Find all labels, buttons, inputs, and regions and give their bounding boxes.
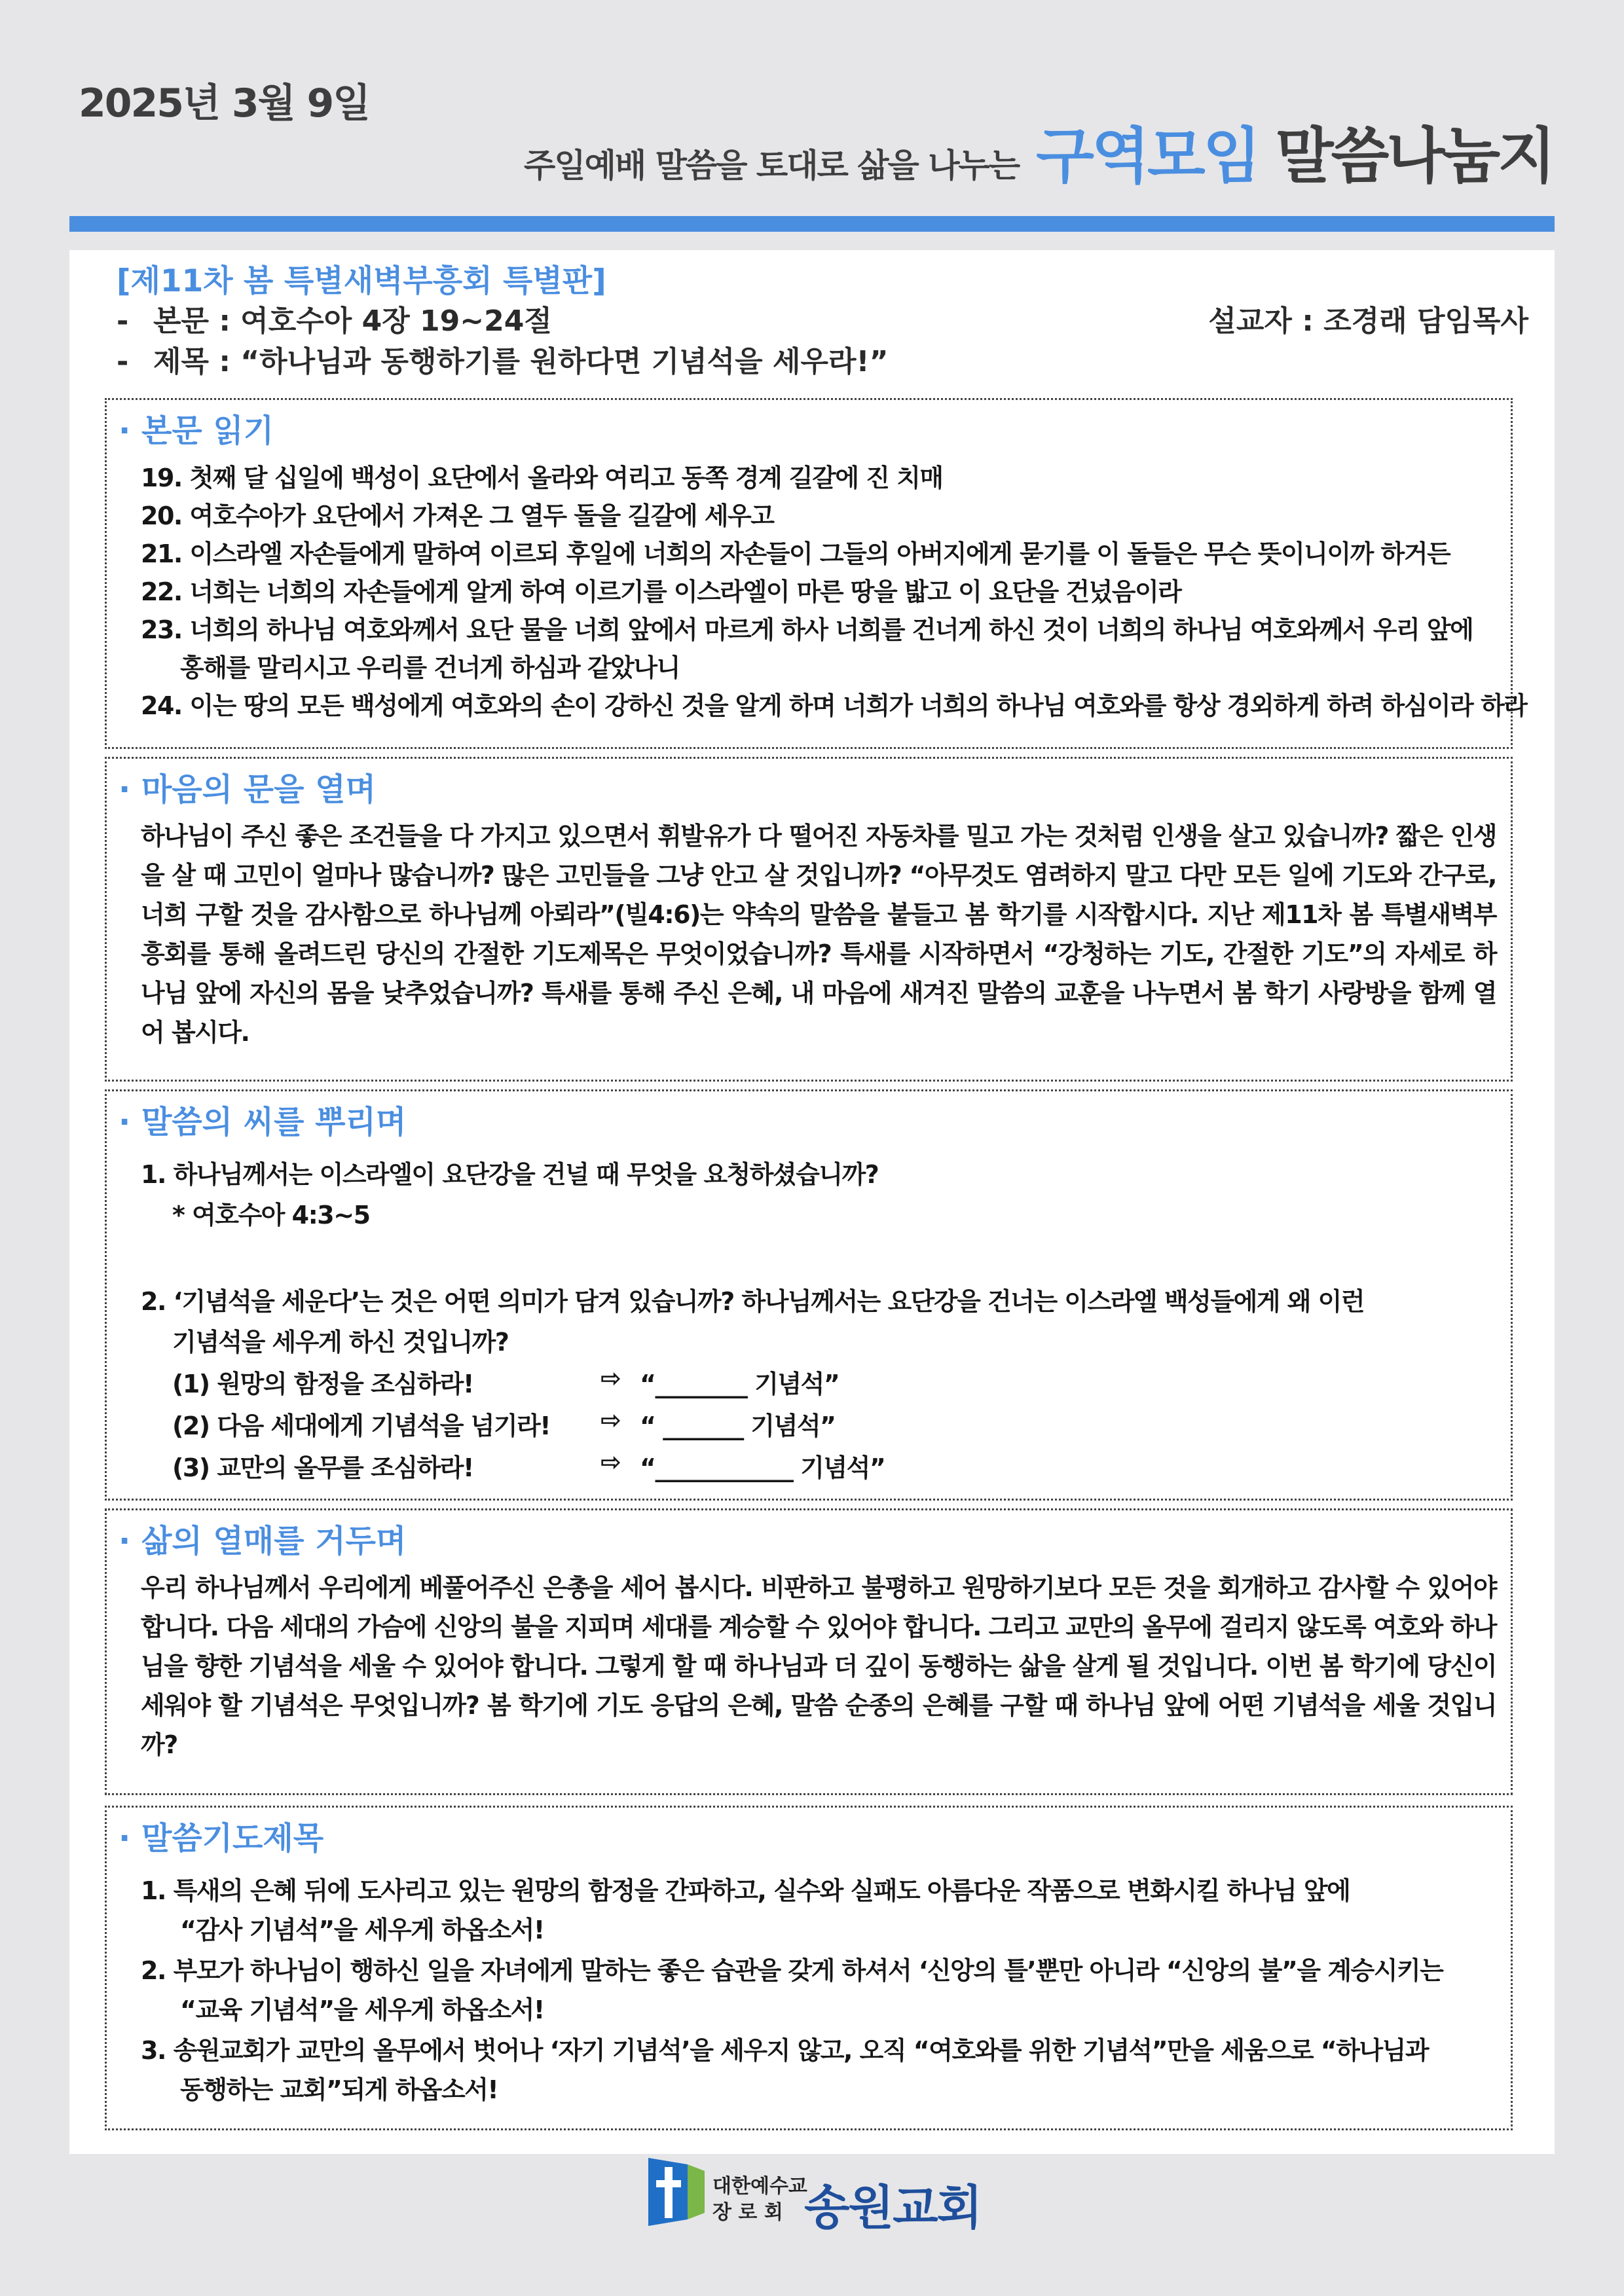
sermon-title-line xyxy=(117,338,889,380)
verse-20: 20. 여호수아가 요단에서 가져온 그 열두 돌을 길갈에 세우고 xyxy=(141,501,774,530)
section-prayer xyxy=(105,1806,1513,2130)
section-title: · 마음의 문을 열며 xyxy=(119,771,376,808)
question-1-reference: * 여호수아 4:3~5 xyxy=(172,1201,370,1230)
section-title: · 말씀기도제목 xyxy=(119,1820,324,1857)
verse-22: 22. 너희는 너희의 자손들에게 알게 하여 이르기를 이스라엘이 마른 땅을 밟고 이 요단을 건넜음이라 xyxy=(141,577,1181,606)
verse-23: 23. 너희의 하나님 여호와께서 요단 물을 너희 앞에서 마르게 하사 너희를 건너게 하신 것이 너희의 하나님 여호와께서 우리 앞에 xyxy=(141,615,1473,644)
section-word-seed xyxy=(105,1089,1513,1501)
section-title: · 삶의 열매를 거두며 xyxy=(119,1523,407,1559)
dash-bullet: - xyxy=(117,304,129,338)
prayer-2-cont: “교육 기념석”을 세우게 하옵소서! xyxy=(180,1995,544,2024)
question-2: 2. ‘기념석을 세운다’는 것은 어떤 의미가 담겨 있습니까? 하나님께서는 요단강을 건너는 이스라엘 백성들에게 왜 이런 xyxy=(141,1287,1365,1316)
verse-21: 21. 이스라엘 자손들에게 말하여 이르되 후일에 너희의 자손들이 그들의 아버지에게 묻기를 이 돌들은 무슨 뜻이니이까 하거든 xyxy=(141,539,1450,568)
answer-item-label: (1) 원망의 함정을 조심하라! xyxy=(172,1370,473,1398)
church-name: 송원교회 xyxy=(804,2180,982,2235)
header-title xyxy=(524,108,1553,194)
dash-bullet: - xyxy=(117,345,129,378)
arrow-icon: ⇨ xyxy=(600,1406,621,1434)
answer-blank: “ _______ 기념석” xyxy=(640,1412,836,1440)
header-subtitle: 주일예배 말씀을 토대로 삶을 나누는 xyxy=(523,147,1020,185)
prayer-1: 1. 특새의 은혜 뒤에 도사리고 있는 원망의 함정을 간파하고, 실수와 실패도 아름다운 작품으로 변화시킬 하나님 앞에 xyxy=(141,1876,1350,1905)
sermon-title: 제목 : “하나님과 동행하기를 원하다면 기념석을 세우라!” xyxy=(153,345,889,378)
passage-line xyxy=(117,297,552,339)
title-main: 말씀나눔지 xyxy=(1275,121,1553,191)
answer-blank: “________ 기념석” xyxy=(640,1370,840,1398)
section-open-heart xyxy=(105,757,1513,1082)
sheet xyxy=(69,250,1555,2154)
question-1: 1. 하나님께서는 이스라엘이 요단강을 건널 때 무엇을 요청하셨습니까? xyxy=(141,1160,879,1189)
section-title: · 말씀의 씨를 뿌리며 xyxy=(119,1104,407,1140)
section-title: · 본문 읽기 xyxy=(119,412,274,449)
cross-icon xyxy=(648,2158,705,2226)
section-life-fruit xyxy=(105,1508,1513,1795)
preacher: 설교자 : 조경래 담임목사 xyxy=(1208,304,1528,338)
arrow-icon: ⇨ xyxy=(600,1448,621,1476)
header-rule xyxy=(69,216,1555,232)
verse-24: 24. 이는 땅의 모든 백성에게 여호와의 손이 강하신 것을 알게 하며 너희가 너희의 하나님 여호와를 항상 경외하게 하려 하심이라 하라 xyxy=(141,691,1527,720)
arrow-icon: ⇨ xyxy=(600,1364,621,1393)
denomination-bottom: 장 로 회 xyxy=(712,2201,783,2224)
question-2-cont: 기념석을 세우게 하신 것입니까? xyxy=(172,1328,509,1357)
edition-label: [제11차 봄 특별새벽부흥회 특별판] xyxy=(117,263,606,299)
title-accent: 구역모임 xyxy=(1036,121,1259,191)
answer-item-label: (2) 다음 세대에게 기념석을 넘기라! xyxy=(172,1412,551,1440)
date: 2025년 3월 9일 xyxy=(79,81,370,126)
life-fruit-text: 우리 하나님께서 우리에게 베풀어주신 은총을 세어 봅시다. 비판하고 불평하고 원망하기보다 모든 것을 회개하고 감사할 수 있어야 합니다. 다음 세대의 가슴에 신앙의 불을 지피며 세대를 계승할 수 있어야 합니다. 그리고 교만의 올무에 걸리지 않도록 여호와 하나님을 향한 기념석을 세울 수 있어야 합니다. 그렇게 할 때 하나님과 더 깊이 동행하는 삶을 살게 될 것입니다. 이번 봄 학기에 당신이 세워야 할 기념석은 무엇입니까? 봄 학기에 기도 응답의 은혜, 말씀 순종의 은혜를 구할 때 하나님 앞에 어떤 기념석을 세울 것입니까? xyxy=(141,1573,1496,1759)
open-heart-text: 하나님이 주신 좋은 조건들을 다 가지고 있으면서 휘발유가 다 떨어진 자동차를 밀고 가는 것처럼 인생을 살고 있습니까? 짧은 인생을 살 때 고민이 얼마나 많습니까? 많은 고민들을 그냥 안고 살 것입니까? “아무것도 염려하지 말고 다만 모든 일에 기도와 간구로, 너희 구할 것을 감사함으로 하나님께 아뢰라”(빌4:6)는 약속의 말씀을 붙들고 봄 학기를 시작합시다. 지난 제11차 봄 특별새벽부흥회를 통해 올려드린 당신의 간절한 기도제목은 무엇이었습니까? 특새를 시작하면서 “강청하는 기도, 간절한 기도”의 자세로 하나님 앞에 자신의 몸을 낮추었습니까? 특새를 통해 주신 은혜, 내 마음에 새겨진 말씀의 교훈을 나누면서 봄 학기 사랑방을 함께 열어 봅시다. xyxy=(141,822,1496,1047)
prayer-2: 2. 부모가 하나님이 행하신 일을 자녀에게 말하는 좋은 습관을 갖게 하셔서 ‘신앙의 틀’뿐만 아니라 “신앙의 불”을 계승시키는 xyxy=(141,1956,1443,1985)
verse-23-cont: 홍해를 말리시고 우리를 건너게 하심과 같았나니 xyxy=(180,653,680,682)
passage: 본문 : 여호수아 4장 19~24절 xyxy=(153,304,552,338)
answer-item-label: (3) 교만의 올무를 조심하라! xyxy=(172,1453,473,1482)
section-reading xyxy=(105,398,1527,749)
verse-19: 19. 첫째 달 십일에 백성이 요단에서 올라와 여리고 동쪽 경계 길갈에 진 치매 xyxy=(141,464,943,492)
denomination-top: 대한예수교 xyxy=(712,2175,807,2198)
church-logo xyxy=(648,2158,989,2235)
prayer-3: 3. 송원교회가 교만의 올무에서 벗어나 ‘자기 기념석’을 세우지 않고, 오직 “여호와를 위한 기념석”만을 세움으로 “하나님과 xyxy=(141,2036,1429,2065)
prayer-1-cont: “감사 기념석”을 세우게 하옵소서! xyxy=(180,1916,544,1944)
prayer-3-cont: 동행하는 교회”되게 하옵소서! xyxy=(180,2075,498,2104)
answer-blank: “____________ 기념석” xyxy=(640,1453,885,1482)
